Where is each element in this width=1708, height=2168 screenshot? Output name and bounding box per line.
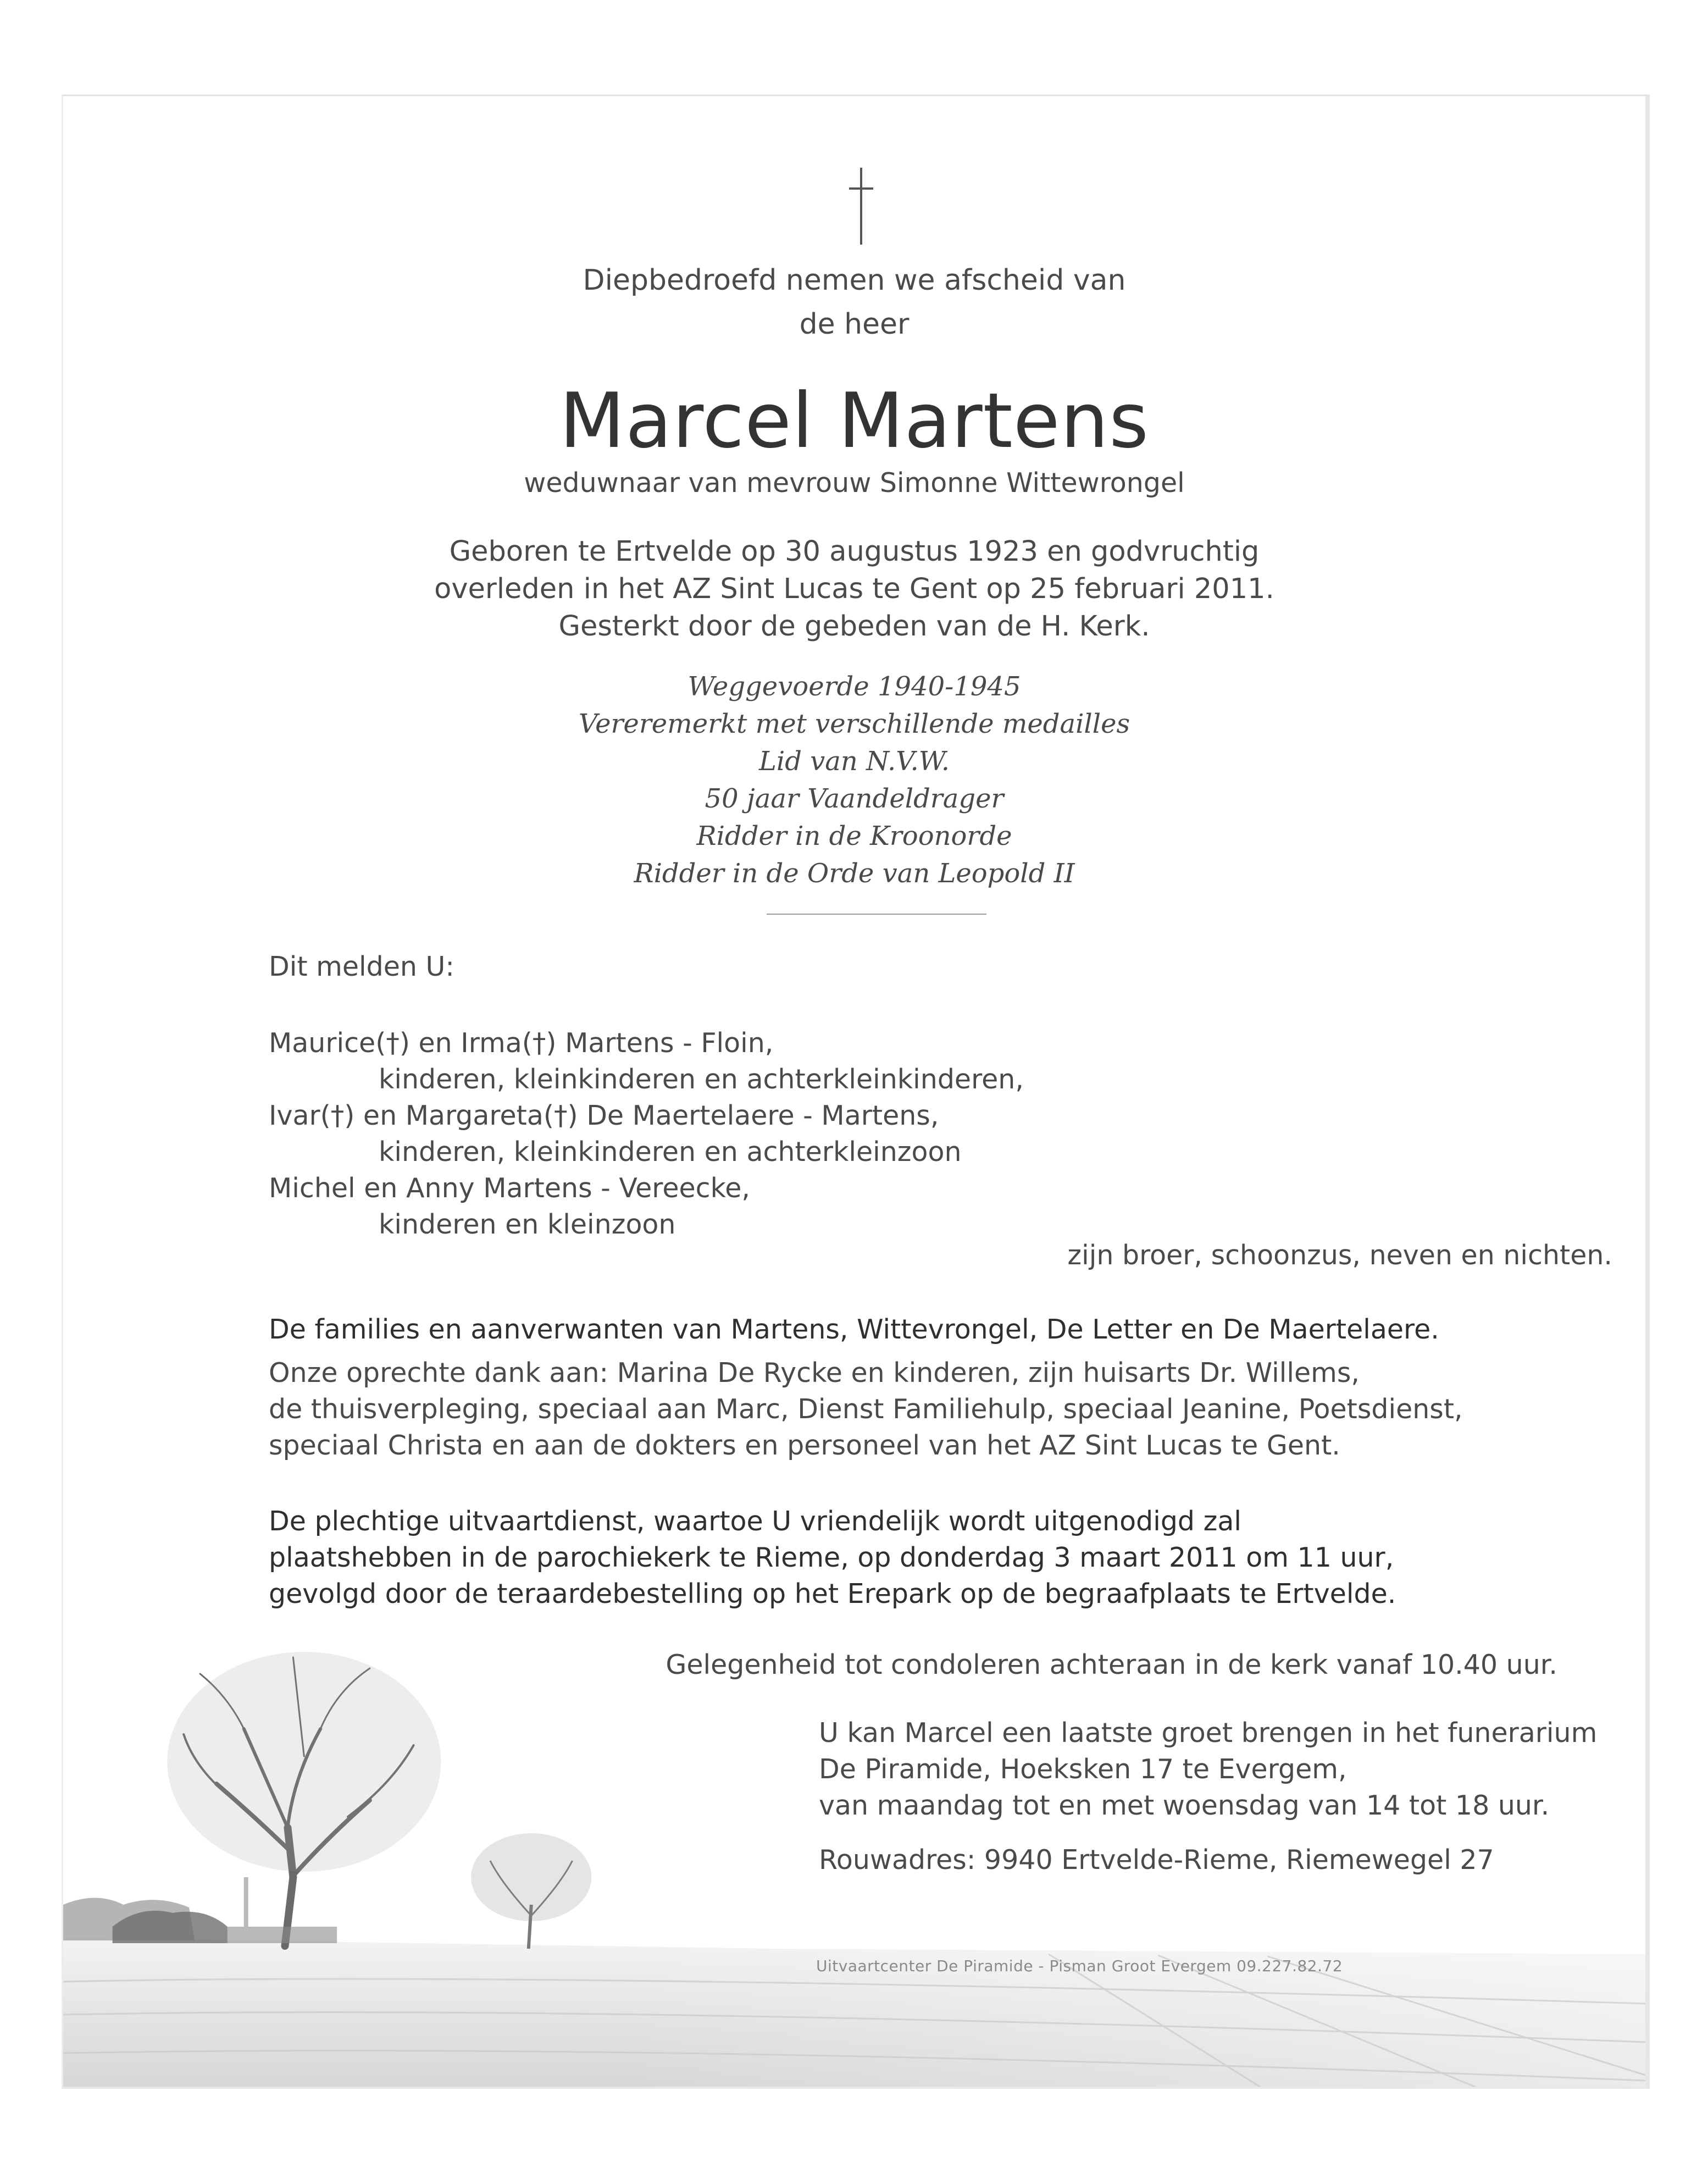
mourning-address: Rouwadres: 9940 Ertvelde-Rieme, Riemewegel 27 <box>819 1844 1494 1876</box>
life-line-1: Geboren te Ertvelde op 30 augustus 1923 en godvruchtig <box>449 535 1260 568</box>
thanks-line: Onze oprechte dank aan: Marina De Rycke en kinderen, zijn huisarts Dr. Willems, <box>269 1357 1360 1389</box>
honours-list <box>63 668 1645 892</box>
family-line: kinderen, kleinkinderen en achterkleinkinderen, <box>379 1064 1024 1095</box>
life-line-2: overleden in het AZ Sint Lucas te Gent op 25 februari 2011. <box>434 573 1274 605</box>
service-line: gevolgd door de teraardebestelling op het Erepark op de begraafplaats te Ertvelde. <box>269 1578 1396 1610</box>
honour-item: Weggevoerde 1940-1945 <box>687 671 1021 702</box>
relation-line: zijn broer, schoonzus, neven en nichten. <box>1067 1240 1612 1271</box>
intro-line-1: Diepbedroefd nemen we afscheid van <box>583 264 1126 297</box>
family-line: Maurice(†) en Irma(†) Martens - Floin, <box>269 1027 774 1059</box>
memorial-card <box>62 95 1650 2089</box>
viewing-block <box>819 1715 1597 1824</box>
thanks-block <box>269 1355 1463 1464</box>
intro-line-2: de heer <box>799 308 910 341</box>
latin-cross-icon <box>849 168 873 245</box>
life-line-3: Gesterkt door de gebeden van de H. Kerk. <box>558 610 1150 643</box>
viewing-line: De Piramide, Hoeksken 17 te Evergem, <box>819 1754 1347 1785</box>
funeral-home-imprint: Uitvaartcenter De Piramide - Pisman Groot Evergem 09.227.82.72 <box>816 1957 1343 1975</box>
family-line: Ivar(†) en Margareta(†) De Maertelaere - Martens, <box>269 1100 939 1131</box>
deceased-name: Marcel Martens <box>559 377 1150 465</box>
honour-item: Lid van N.V.W. <box>758 746 950 777</box>
family-line: kinderen, kleinkinderen en achterkleinzoon <box>379 1136 962 1168</box>
family-line: kinderen en kleinzoon <box>379 1209 676 1240</box>
viewing-line: U kan Marcel een laatste groet brengen in het funerarium <box>819 1717 1598 1749</box>
service-line: De plechtige uitvaartdienst, waartoe U vriendelijk wordt uitgenodigd zal <box>269 1506 1241 1537</box>
life-details <box>63 533 1645 645</box>
family-list <box>269 1025 1024 1243</box>
service-line: plaatshebben in de parochiekerk te Rieme, op donderdag 3 maart 2011 om 11 uur, <box>269 1542 1394 1573</box>
families-line: De families en aanverwanten van Martens, Wittevrongel, De Letter en De Maertelaere. <box>269 1314 1439 1345</box>
family-line: Michel en Anny Martens - Vereecke, <box>269 1173 750 1204</box>
divider <box>767 914 986 915</box>
honour-item: Ridder in de Orde van Leopold II <box>634 858 1075 889</box>
thanks-line: speciaal Christa en aan de dokters en personeel van het AZ Sint Lucas te Gent. <box>269 1430 1340 1461</box>
thanks-line: de thuisverpleging, speciaal aan Marc, Dienst Familiehulp, speciaal Jeanine, Poetsdienst, <box>269 1393 1463 1425</box>
viewing-line: van maandag tot en met woensdag van 14 tot 18 uur. <box>819 1790 1550 1821</box>
service-block <box>269 1503 1396 1612</box>
honour-item: Vereremerkt met verschillende medailles <box>578 709 1130 739</box>
spouse-line: weduwnaar van mevrouw Simonne Wittewrongel <box>524 467 1185 499</box>
announcement-heading: Dit melden U: <box>269 951 454 982</box>
honour-item: Ridder in de Kroonorde <box>696 821 1012 851</box>
condolence-line: Gelegenheid tot condoleren achteraan in de kerk vanaf 10.40 uur. <box>666 1649 1557 1680</box>
honour-item: 50 jaar Vaandeldrager <box>705 783 1004 814</box>
